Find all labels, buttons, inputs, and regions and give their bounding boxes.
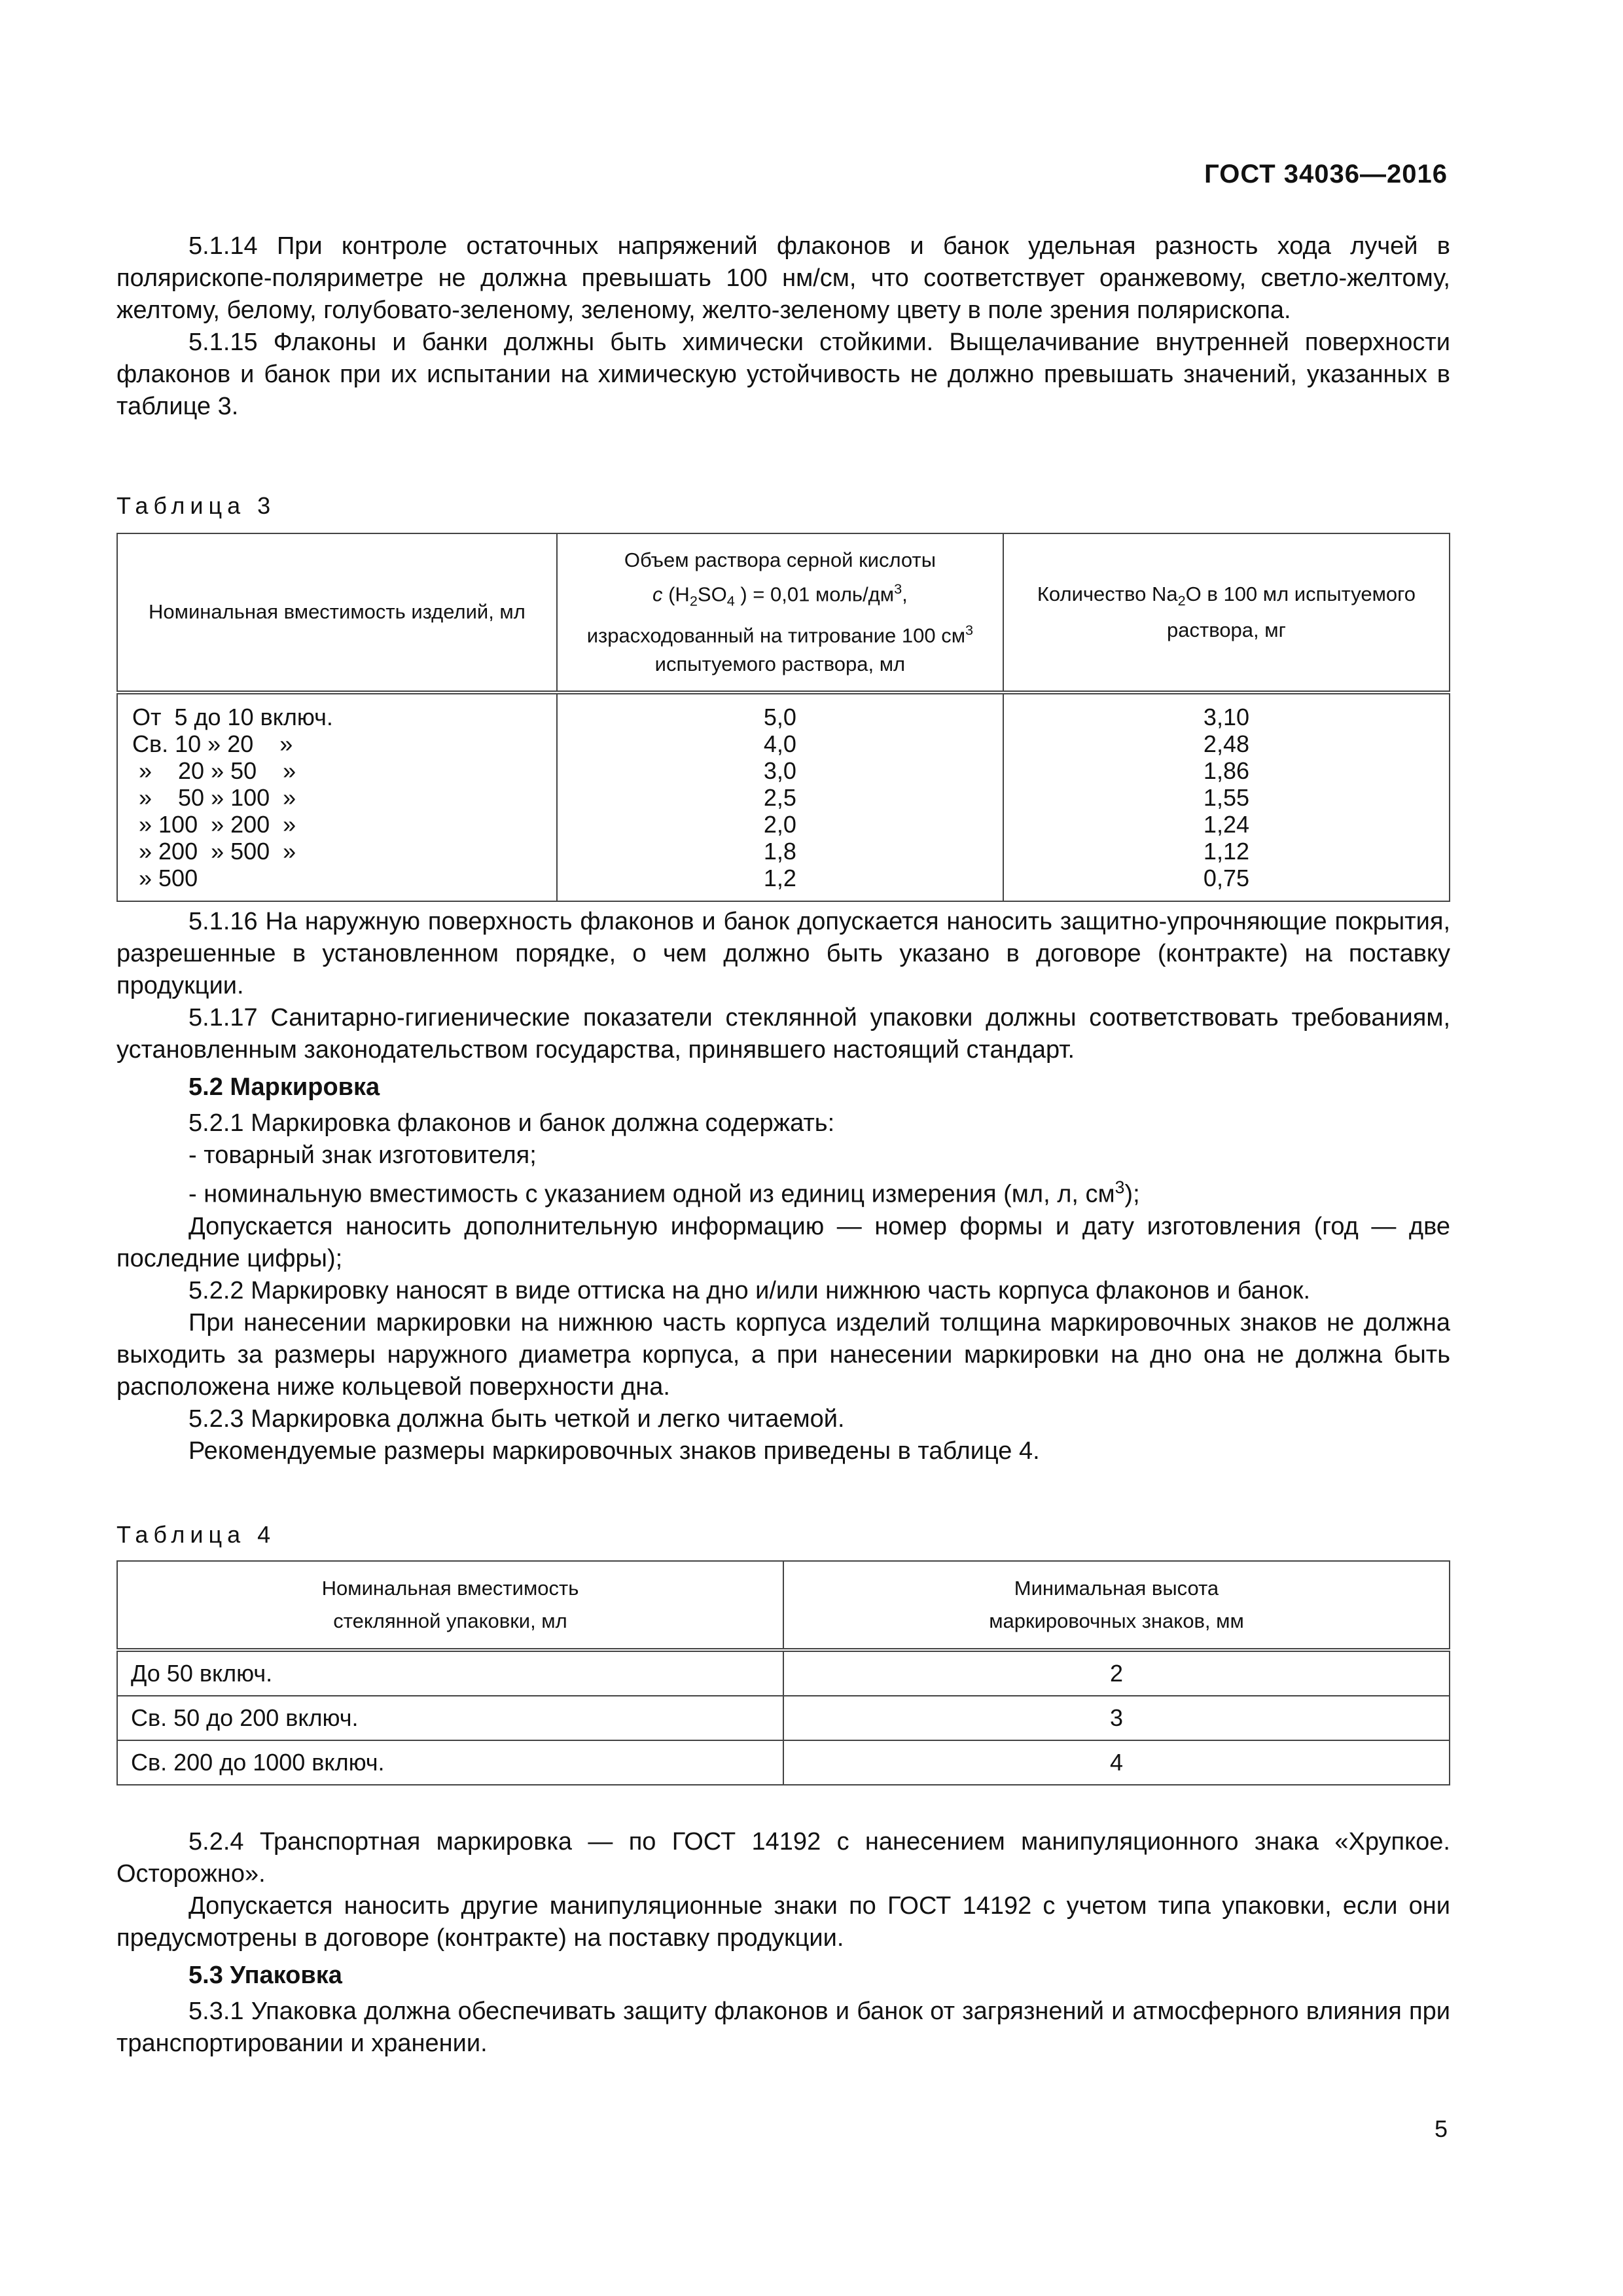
table3-na2o: 1,55	[1203, 783, 1249, 811]
table-row	[117, 1650, 1450, 1696]
table4-height: 4	[783, 1740, 1450, 1785]
paragraph-5-2-2: 5.2.2 Маркировку наносят в виде оттиска на дно и/или нижнюю часть корпуса флаконов и банок.	[188, 1276, 1311, 1304]
table4-header-row	[117, 1561, 1450, 1650]
table4-height: 3	[783, 1696, 1450, 1740]
paragraphs-bottom	[116, 1826, 1450, 2060]
section-title-5-2: 5.2 Маркировка	[188, 1073, 380, 1101]
table3-volume: 2,0	[763, 810, 796, 838]
page-number: 5	[1434, 2115, 1448, 2142]
table3-header-capacity: Номинальная вместимость изделий, мл	[117, 533, 557, 692]
table3-volume: 2,5	[763, 783, 796, 811]
paragraphs-top	[116, 230, 1450, 423]
table3-range: Св. 10 » 20 »	[132, 730, 293, 757]
table3-range: » 200 » 500 »	[132, 837, 296, 865]
table3-body-row	[117, 692, 1450, 901]
paragraph-5-1-17: 5.1.17 Санитарно-гигиенические показатели стеклянной упаковки должны соответствовать требованиям, установленным законодательством государства, принявшего настоящий стандарт.	[116, 1004, 1450, 1064]
table3-range: » 100 » 200 »	[132, 810, 296, 838]
table-3	[116, 533, 1450, 902]
table3-label: Таблица 3	[116, 492, 276, 519]
list-item-trademark: - товарный знак изготовителя;	[188, 1141, 537, 1169]
table3-volume: 5,0	[763, 703, 796, 730]
table4-header-height: Минимальная высота маркировочных знаков, мм	[783, 1561, 1450, 1650]
paragraph-5-2-3: 5.2.3 Маркировка должна быть четкой и легко читаемой.	[188, 1405, 845, 1433]
section-title-5-3: 5.3 Упаковка	[188, 1962, 342, 1989]
paragraph-5-1-16: 5.1.16 На наружную поверхность флаконов и банок допускается наносить защитно-упрочняющие покрытия, разрешенные в установленном порядке, о чем должно быть указано в договоре (контракте) на поставку продукции.	[116, 908, 1450, 999]
table3-na2o: 3,10	[1203, 703, 1249, 730]
list-item-capacity: - номинальную вместимость с указанием одной из единиц измерения (мл, л, $см^3$);	[188, 1177, 1140, 1208]
table4-capacity: Св. 50 до 200 включ.	[117, 1696, 783, 1740]
table3-volume-cell	[557, 692, 1003, 901]
table-row	[117, 1696, 1450, 1740]
table3-header-na2o: Количество $Na_2O$ в 100 мл испытуемого раствора, мг	[1003, 533, 1450, 692]
table3-capacity-cell	[117, 692, 557, 901]
table3-na2o-cell	[1003, 692, 1450, 901]
table3-na2o: 1,24	[1203, 810, 1249, 838]
paragraph-recommended-sizes: Рекомендуемые размеры маркировочных знаков приведены в таблице 4.	[188, 1437, 1040, 1465]
paragraph-other-signs: Допускается наносить другие манипуляционные знаки по ГОСТ 14192 с учетом типа упаковки, если они предусмотрены в договоре (контракте) на поставку продукции.	[116, 1892, 1450, 1952]
standard-code: ГОСТ 34036—2016	[1204, 160, 1448, 188]
table3-volume: 1,8	[763, 837, 796, 865]
table4-capacity: Св. 200 до 1000 включ.	[117, 1740, 783, 1785]
paragraph-marking-body: При нанесении маркировки на нижнюю часть корпуса изделий толщина маркировочных знаков не должна выходить за размеры наружного диаметра корпуса, а при нанесении маркировки на дно она не должна быть расположена ниже кольцевой поверхности дна.	[116, 1308, 1450, 1401]
table3-volume: 1,2	[763, 864, 796, 891]
table3-range: » 20 » 50 »	[132, 757, 296, 784]
table3-na2o: 1,86	[1203, 757, 1249, 784]
table4-header-capacity: Номинальная вместимость стеклянной упаковки, мл	[117, 1561, 783, 1650]
paragraph-5-2-4: 5.2.4 Транспортная маркировка — по ГОСТ 14192 с нанесением манипуляционного знака «Хрупкое. Осторожно».	[116, 1828, 1450, 1888]
table4-height: 2	[783, 1650, 1450, 1696]
paragraph-5-2-1: 5.2.1 Маркировка флаконов и банок должна содержать:	[188, 1109, 835, 1137]
table3-range: » 500	[132, 864, 198, 891]
table3-header-row	[117, 533, 1450, 692]
table3-volume: 3,0	[763, 757, 796, 784]
table3-na2o: 2,48	[1203, 730, 1249, 757]
table4-capacity: До 50 включ.	[117, 1650, 783, 1696]
table3-na2o: 1,12	[1203, 837, 1249, 865]
table3-range: » 50 » 100 »	[132, 783, 296, 811]
paragraph-additional-info: Допускается наносить дополнительную информацию — номер формы и дату изготовления (год — две последние цифры);	[116, 1212, 1450, 1272]
table4-label: Таблица 4	[116, 1521, 276, 1548]
table3-na2o: 0,75	[1203, 864, 1249, 891]
table3-header-volume: Объем раствора серной кислоты c ($H_2SO_4$ ) = 0,01 моль/$дм^3$, израсходованный на титрование 100 $см^3$ испытуемого раствора, мл	[557, 533, 1003, 692]
paragraph-5-1-15: 5.1.15 Флаконы и банки должны быть химически стойкими. Выщелачивание внутренней поверхности флаконов и банок при их испытании на химическую устойчивость не должно превышать значений, указанных в таблице 3.	[116, 329, 1450, 420]
table-4	[116, 1560, 1450, 1785]
table3-range: От 5 до 10 включ.	[132, 703, 333, 730]
paragraph-5-1-14: 5.1.14 При контроле остаточных напряжений флаконов и банок удельная разность хода лучей в полярископе-поляриметре не должна превышать 100 нм/см, что соответствует оранжевому, светло-желтому, желтому, белому, голубовато-зеленому, зеленому, желто-зеленому цвету в поле зрения полярископа.	[116, 232, 1450, 324]
table3-volume: 4,0	[763, 730, 796, 757]
table-row	[117, 1740, 1450, 1785]
paragraph-5-3-1: 5.3.1 Упаковка должна обеспечивать защиту флаконов и банок от загрязнений и атмосферного влияния при транспортировании и хранении.	[116, 1998, 1450, 2057]
paragraphs-mid	[116, 906, 1450, 1467]
